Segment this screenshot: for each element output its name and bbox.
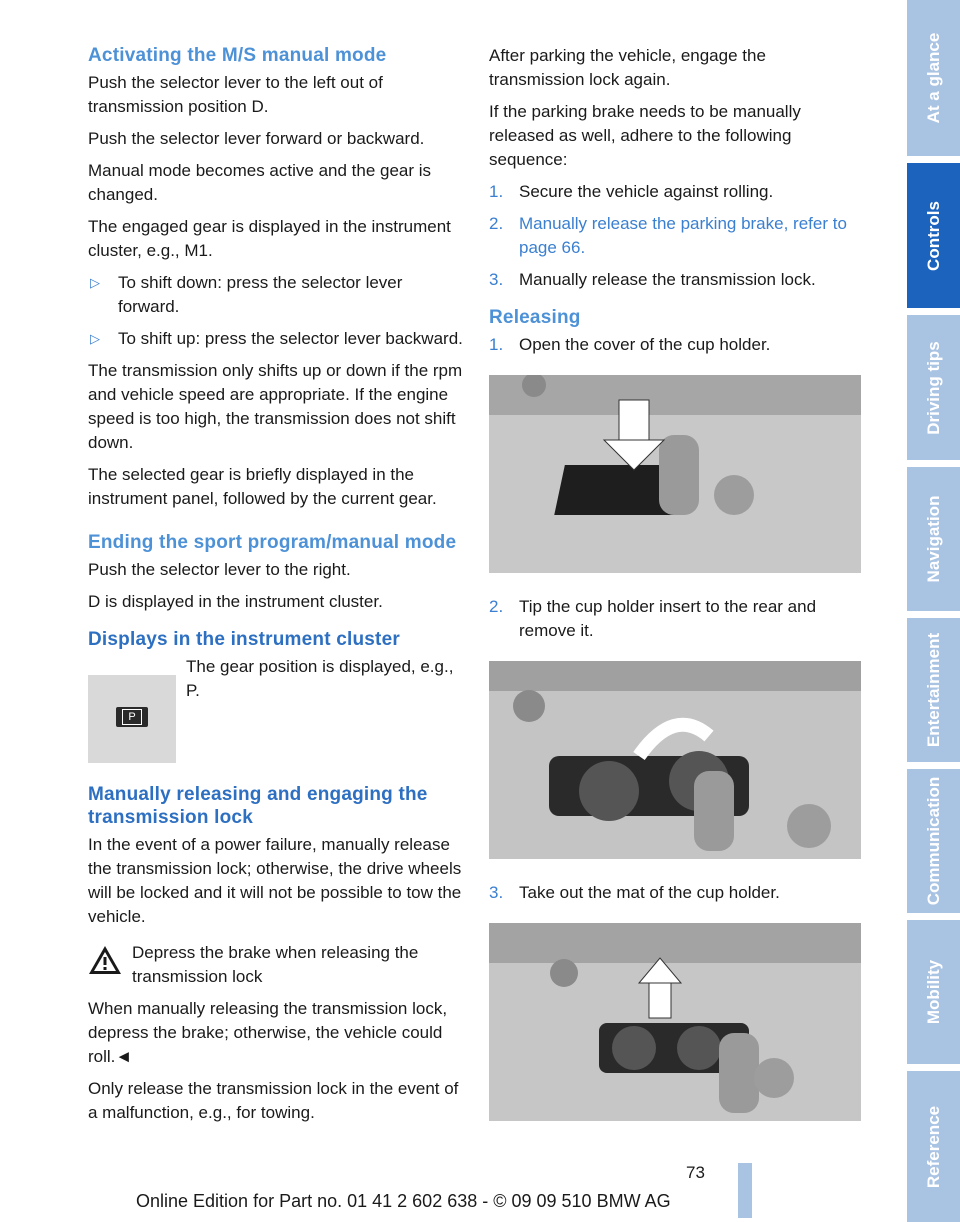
paragraph: Push the selector lever to the left out of transmission position D. xyxy=(88,73,383,116)
cup-holder-cover-image xyxy=(489,375,861,573)
gear-display-image xyxy=(88,675,176,763)
tab-at-a-glance[interactable]: At a glance xyxy=(907,0,960,156)
page-number: 73 xyxy=(686,1163,705,1182)
list-item: 1. Secure the vehicle against rolling. xyxy=(489,182,774,201)
list-item-text: To shift up: press the selector lever backward. xyxy=(118,329,463,348)
tab-communication[interactable]: Communication xyxy=(907,769,960,913)
tab-reference[interactable]: Reference xyxy=(907,1071,960,1222)
heading-releasing: Releasing xyxy=(489,307,581,328)
chapter-tabs xyxy=(903,0,960,1222)
page-reference-link[interactable]: Manually release the parking brake, refer to page 66. xyxy=(519,214,847,257)
paragraph: After parking the vehicle, engage the transmission lock again. xyxy=(489,46,766,89)
list-item-text: To shift down: press the selector lever forward. xyxy=(118,273,403,316)
tab-mobility[interactable]: Mobility xyxy=(907,920,960,1064)
list-item: 2. Manually release the parking brake, refer to page 66. xyxy=(489,212,861,260)
heading-ms-manual-mode: Activating the M/S manual mode xyxy=(88,45,387,66)
list-item: 3. Take out the mat of the cup holder. xyxy=(489,883,780,902)
paragraph: Push the selector lever to the right. xyxy=(88,560,351,579)
right-column xyxy=(489,44,861,1143)
list-item: 1. Open the cover of the cup holder. xyxy=(489,335,771,354)
tab-entertainment[interactable]: Entertainment xyxy=(907,618,960,762)
left-column xyxy=(88,44,464,1133)
paragraph: Push the selector lever forward or backward. xyxy=(88,129,425,148)
paragraph: The selected gear is briefly displayed in the instrument panel, followed by the current gear. xyxy=(88,465,437,508)
paragraph: If the parking brake needs to be manually released as well, adhere to the following sequence: xyxy=(489,102,801,169)
list-item: 3. Manually release the transmission lock. xyxy=(489,270,816,289)
list-item: 2. Tip the cup holder insert to the rear and remove it. xyxy=(489,597,817,640)
cluster-display-block xyxy=(88,655,464,763)
paragraph: The transmission only shifts up or down if the rpm and vehicle speed are appropriate. If the engine speed is too high, the transmission does not shift down. xyxy=(88,361,463,452)
cup-holder-mat-image xyxy=(489,923,861,1121)
bullet-triangle-icon: ▷ xyxy=(90,331,100,346)
tab-driving-tips[interactable]: Driving tips xyxy=(907,315,960,460)
heading-transmission-lock: Manually releasing and engaging the transmission lock xyxy=(88,784,428,828)
paragraph: The engaged gear is displayed in the instrument cluster, e.g., M1. xyxy=(88,217,451,260)
list-item xyxy=(88,327,464,351)
gear-indicator: P xyxy=(122,709,142,725)
tab-navigation[interactable]: Navigation xyxy=(907,467,960,611)
warning-text: Depress the brake when releasing the transmission lock xyxy=(132,943,419,986)
heading-ending-sport-program: Ending the sport program/manual mode xyxy=(88,532,457,553)
paragraph: D is displayed in the instrument cluster. xyxy=(88,592,383,611)
tab-controls[interactable]: Controls xyxy=(907,163,960,308)
cup-holder-insert-image xyxy=(489,661,861,859)
warning-note xyxy=(88,941,464,989)
paragraph: In the event of a power failure, manually release the transmission lock; otherwise, the drive wheels will be locked and it will not be possible to tow the vehicle. xyxy=(88,835,462,926)
bullet-triangle-icon: ▷ xyxy=(90,275,100,290)
paragraph: When manually releasing the transmission lock, depress the brake; otherwise, the vehicle could roll.◄ xyxy=(88,999,448,1066)
heading-instrument-cluster: Displays in the instrument cluster xyxy=(88,629,400,650)
footer-edition: Online Edition for Part no. 01 41 2 602 638 - © 09 09 510 BMW AG xyxy=(136,1191,671,1211)
list-item xyxy=(88,271,464,319)
paragraph: The gear position is displayed, e.g., P. xyxy=(186,657,454,700)
warning-triangle-icon xyxy=(88,941,132,989)
page-marker xyxy=(738,1163,752,1218)
paragraph: Only release the transmission lock in the event of a malfunction, e.g., for towing. xyxy=(88,1079,459,1122)
paragraph: Manual mode becomes active and the gear is changed. xyxy=(88,161,432,204)
